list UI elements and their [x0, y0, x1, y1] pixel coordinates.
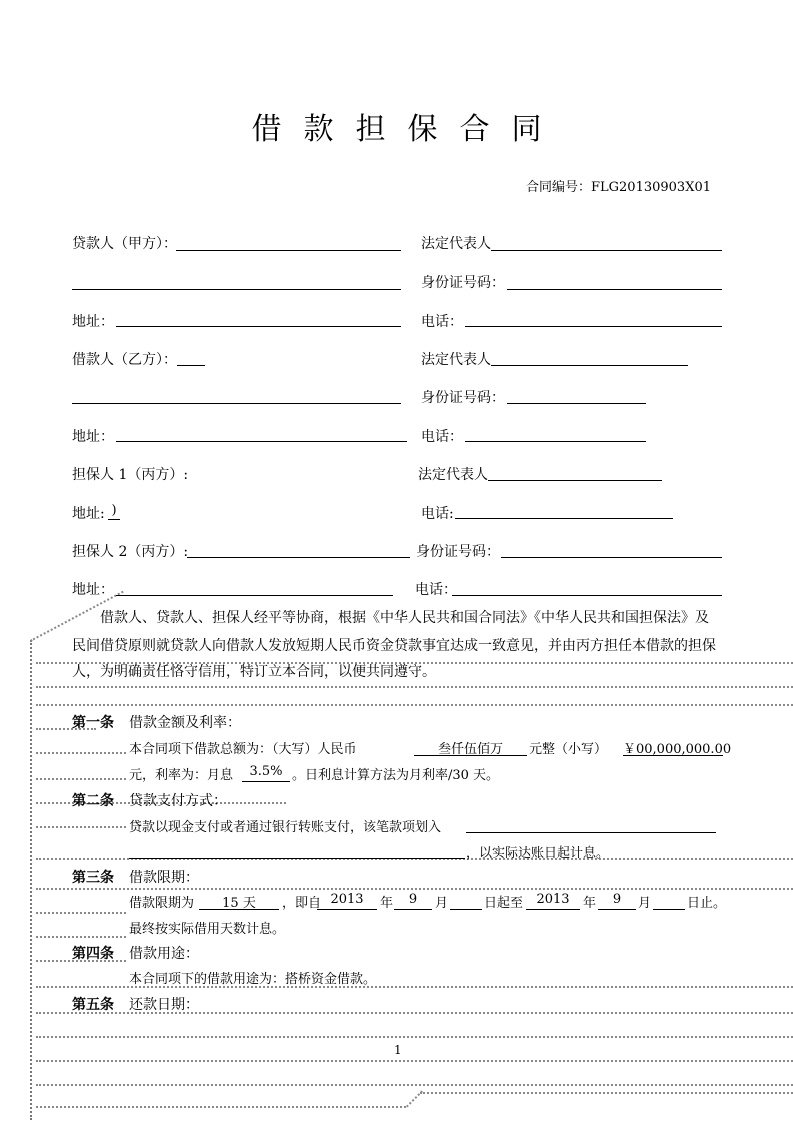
lender-rep-field[interactable]	[491, 250, 722, 251]
borrower-id-field[interactable]	[507, 403, 646, 404]
article1-rate-prefix: 元，利率为：月息	[129, 768, 234, 783]
article1-amount-words[interactable]: 叁仟伍佰万	[414, 738, 527, 756]
article1-rate-value[interactable]: 3.5%	[242, 764, 290, 782]
borrower-phone-label: 电话：	[421, 429, 463, 445]
borrower-rep-field[interactable]	[491, 365, 688, 366]
article5-title: 还款日期：	[129, 997, 199, 1013]
revision-mark-line	[420, 1092, 793, 1094]
article1-title: 借款金额及利率：	[129, 715, 241, 731]
preamble-line: 借款人、贷款人、担保人经平等协商，根据《中华人民共和国合同法》《中华人民共和国担保法》及	[100, 610, 709, 626]
article2-line2-suffix: ，以实际达账日起计息。	[466, 846, 610, 861]
article3-start-day[interactable]	[450, 892, 482, 910]
preamble-line: 人，为明确责任恪守信用，特订立本合同，以便共同遵守。	[72, 664, 436, 680]
revision-mark-line	[36, 1036, 793, 1038]
lender-id-label: 身份证号码：	[421, 275, 505, 291]
borrower-field[interactable]	[177, 365, 205, 366]
revision-mark-line	[36, 936, 126, 938]
guarantor2-address-label: 地址：	[72, 582, 114, 598]
guarantor1-rep-field[interactable]	[488, 480, 662, 481]
article3-end-year[interactable]: 2013	[526, 892, 580, 910]
article4-title: 借款用途：	[129, 946, 199, 962]
guarantor2-id-field[interactable]	[501, 557, 722, 558]
article2-title: 贷款支付方式：	[129, 793, 227, 809]
article3-day-from-label: 日起至	[484, 896, 524, 911]
article3-year-label: 年	[583, 896, 597, 911]
borrower-id-label: 身份证号码：	[421, 390, 505, 406]
revision-mark-line	[36, 1106, 406, 1108]
lender-label: 贷款人（甲方）：	[72, 236, 177, 252]
article3-start-month[interactable]: 9	[394, 892, 432, 910]
article2-account-field-cont[interactable]	[129, 858, 465, 859]
revision-mark-line	[36, 778, 126, 780]
borrower-rep-label: 法定代表人	[421, 352, 491, 368]
article2-account-field[interactable]	[466, 832, 716, 833]
revision-mark-line	[36, 1060, 793, 1062]
revision-mark-line	[36, 826, 126, 828]
guarantor1-rep-label: 法定代表人	[418, 467, 488, 483]
page-number: 1	[394, 1043, 402, 1057]
article3-month-label: 月	[435, 896, 449, 911]
guarantor2-field[interactable]	[187, 557, 410, 558]
article2-line1: 贷款以现金支付或者通过银行转账支付，该笔款项划入	[129, 820, 442, 835]
article3-end-day[interactable]	[653, 892, 685, 910]
article1-heading: 第一条	[72, 715, 114, 731]
article1-amount-mid: 元整（小写）	[529, 742, 608, 757]
lender-address-label: 地址：	[72, 314, 114, 330]
guarantor1-phone-field[interactable]	[455, 518, 673, 519]
guarantor2-phone-field[interactable]	[452, 595, 722, 596]
revision-mark-line	[36, 912, 126, 914]
borrower-address-label: 地址：	[72, 429, 114, 445]
article1-rate-suffix: 。日利息计算方法为月利率/30 天。	[292, 768, 500, 783]
article3-heading: 第三条	[72, 870, 114, 886]
article1-amount-figures[interactable]: ￥00,000,000.00	[623, 738, 723, 756]
guarantor2-address-field[interactable]	[116, 595, 393, 596]
revision-mark-line	[36, 752, 126, 754]
guarantor1-label: 担保人 1（丙方）:	[72, 467, 189, 483]
lender-address-field[interactable]	[116, 326, 401, 327]
guarantor1-phone-label: 电话:	[421, 506, 454, 522]
article3-period-value[interactable]: 15 天	[199, 892, 279, 910]
article4-heading: 第四条	[72, 946, 114, 962]
article3-note: 最终按实际借用天数计息。	[129, 922, 286, 937]
article1-amount-prefix: 本合同项下借款总额为：（大写）人民币	[129, 742, 357, 757]
contract-number: 合同编号：FLG20130903X01	[526, 180, 712, 195]
borrower-address-field[interactable]	[116, 441, 407, 442]
lender-extra-field[interactable]	[72, 289, 401, 290]
article3-end-month[interactable]: 9	[598, 892, 636, 910]
lender-id-field[interactable]	[507, 289, 722, 290]
revision-mark-line	[36, 1084, 793, 1086]
article5-heading: 第五条	[72, 997, 114, 1013]
guarantor1-address-value[interactable]: )	[108, 503, 120, 520]
revision-mark-line	[36, 686, 793, 688]
guarantor2-id-label: 身份证号码：	[416, 544, 500, 560]
article3-day-end-label: 日止。	[687, 896, 727, 911]
article4-text: 本合同项下的借款用途为：搭桥资金借款。	[129, 972, 377, 987]
article3-start-year[interactable]: 2013	[317, 892, 377, 910]
revision-mark-line	[36, 888, 793, 890]
borrower-extra-field[interactable]	[72, 403, 401, 404]
lender-field[interactable]	[176, 250, 401, 251]
preamble-line: 民间借贷原则就贷款人向借款人发放短期人民币资金贷款事宜达成一致意见，并由丙方担任本借款的担保	[72, 638, 716, 654]
borrower-phone-field[interactable]	[465, 441, 646, 442]
article3-title: 借款限期：	[129, 870, 199, 886]
article3-period-prefix: 借款限期为	[129, 896, 195, 911]
borrower-label: 借款人（乙方）：	[72, 352, 177, 368]
article3-year-label: 年	[380, 896, 394, 911]
revision-mark-left-border	[30, 640, 32, 1120]
revision-mark-line	[36, 704, 793, 706]
article3-month-label: 月	[638, 896, 652, 911]
guarantor2-phone-label: 电话：	[415, 582, 457, 598]
article3-from-label: ，即自	[282, 896, 322, 911]
guarantor1-address-label: 地址:	[72, 506, 105, 522]
document-title: 借款担保合同	[251, 112, 564, 147]
guarantor2-label: 担保人 2（丙方）:	[72, 544, 189, 560]
article2-heading: 第二条	[72, 793, 114, 809]
lender-rep-label: 法定代表人	[421, 236, 491, 252]
lender-phone-field[interactable]	[465, 326, 722, 327]
lender-phone-label: 电话：	[421, 314, 463, 330]
